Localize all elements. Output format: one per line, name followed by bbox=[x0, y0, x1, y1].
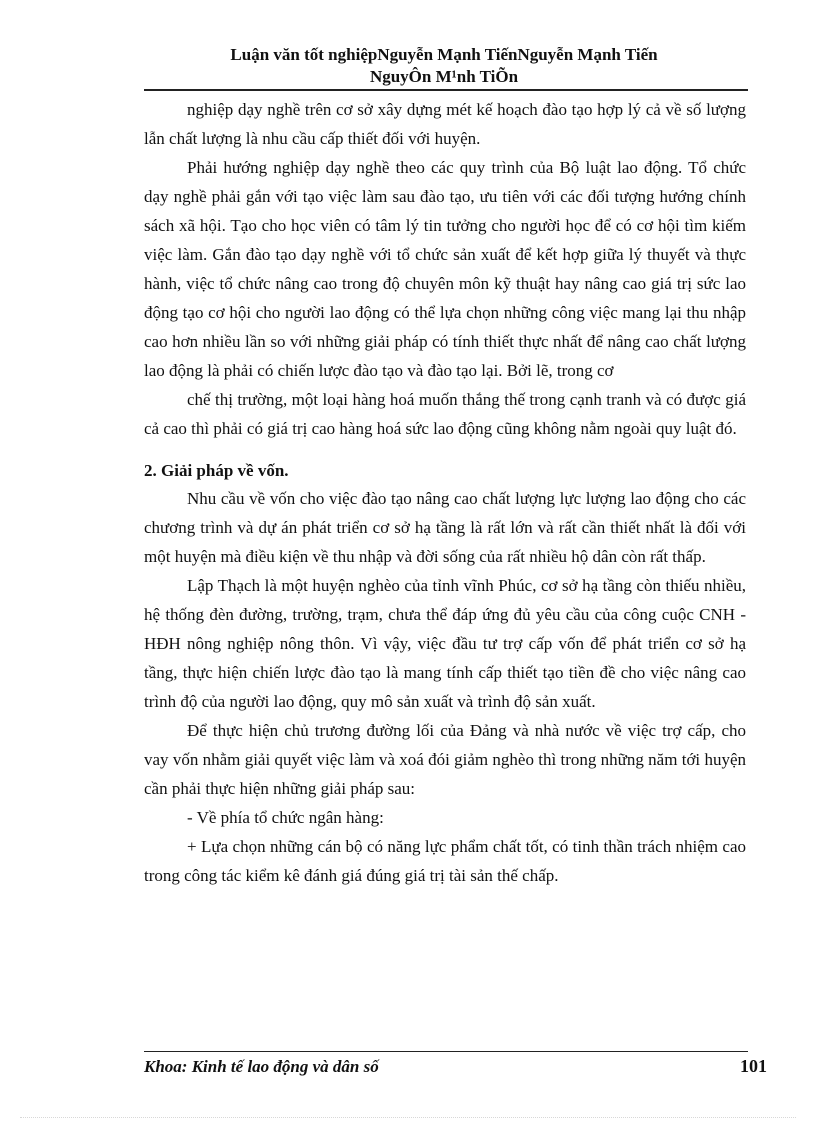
header-divider bbox=[144, 89, 748, 91]
paragraph: Lập Thạch là một huyện nghèo của tỉnh vĩnh Phúc, cơ sở hạ tầng còn thiếu nhiều, hệ thống đèn đường, trường, trạm, chưa thể đáp ứng đủ yêu cầu của công cuộc CNH - HĐH nông nghiệp nông thôn. Vì vậy, việc đầu tư trợ cấp vốn để phát triển cơ sở hạ tầng, thực hiện chiến lược đào tạo là mang tính cấp thiết tạo tiền đề cho việc nâng cao trình độ của người lao động, quy mô sản xuất và trình độ sản xuất. bbox=[144, 576, 746, 711]
list-heading: - Về phía tổ chức ngân hàng: bbox=[187, 808, 384, 827]
footer-department: Khoa: Kinh tế lao động và dân số bbox=[144, 1057, 379, 1076]
paragraph: nghiệp dạy nghề trên cơ sở xây dựng mét kế hoạch đào tạo hợp lý cả về số lượng lẫn chất lượng là nhu cầu cấp thiết đối với huyện. bbox=[144, 100, 746, 148]
page-body bbox=[144, 95, 746, 890]
header-author: NguyÔn M¹nh TiÕn bbox=[369, 67, 519, 86]
paragraph: chế thị trường, một loại hàng hoá muốn thắng thế trong cạnh tranh và có được giá cả cao thì phải có giá trị cao hàng hoá sức lao động cũng không nằm ngoài quy luật đó. bbox=[144, 390, 746, 438]
header-title: Luận văn tốt nghiệpNguyễn Mạnh TiếnNguyễn Mạnh Tiến bbox=[230, 45, 658, 64]
page-number: 101 bbox=[740, 1056, 767, 1076]
page-edge-divider bbox=[20, 1117, 796, 1118]
paragraph: Phải hướng nghiệp dạy nghề theo các quy trình của Bộ luật lao động. Tổ chức dạy nghề phải gắn với tạo việc làm sau đào tạo, ưu tiên với các đối tượng hướng chính sách xã hội. Tạo cho học viên có tâm lý tin tưởng cho người học để có cơ hội tìm kiếm việc làm. Gắn đào tạo dạy nghề với tổ chức sản xuất để kết hợp giữa lý thuyết và thực hành, việc tổ chức nâng cao trong độ chuyên môn kỹ thuật hay nâng cao giá trị sức lao động tạo cơ hội cho người lao động có thể lựa chọn những công việc mang lại thu nhập cao hơn nhiều lần so với những giải pháp có tính thiết thực nhất để nâng cao chất lượng lao động là phải có chiến lược đào tạo và đào tạo lại. Bởi lẽ, trong cơ bbox=[144, 158, 746, 380]
paragraph: Nhu cầu về vốn cho việc đào tạo nâng cao chất lượng lực lượng lao động cho các chương trình và dự án phát triển cơ sở hạ tầng là rất lớn và rất cần thiết nhất là đối với một huyện mà điều kiện về thu nhập và đời sống của rất nhiều hộ dân còn rất thấp. bbox=[144, 489, 746, 566]
footer-divider bbox=[144, 1051, 748, 1052]
list-item: + Lựa chọn những cán bộ có năng lực phẩm chất tốt, có tinh thần trách nhiệm cao trong công tác kiểm kê đánh giá đúng giá trị tài sản thế chấp. bbox=[144, 837, 746, 885]
section-heading: 2. Giải pháp về vốn. bbox=[144, 461, 289, 480]
page-header bbox=[140, 44, 748, 88]
paragraph: Để thực hiện chủ trương đường lối của Đảng và nhà nước về việc trợ cấp, cho vay vốn nhằm giải quyết việc làm và xoá đói giảm nghèo thì trong những năm tới huyện cần phải thực hiện những giải pháp sau: bbox=[144, 721, 746, 798]
